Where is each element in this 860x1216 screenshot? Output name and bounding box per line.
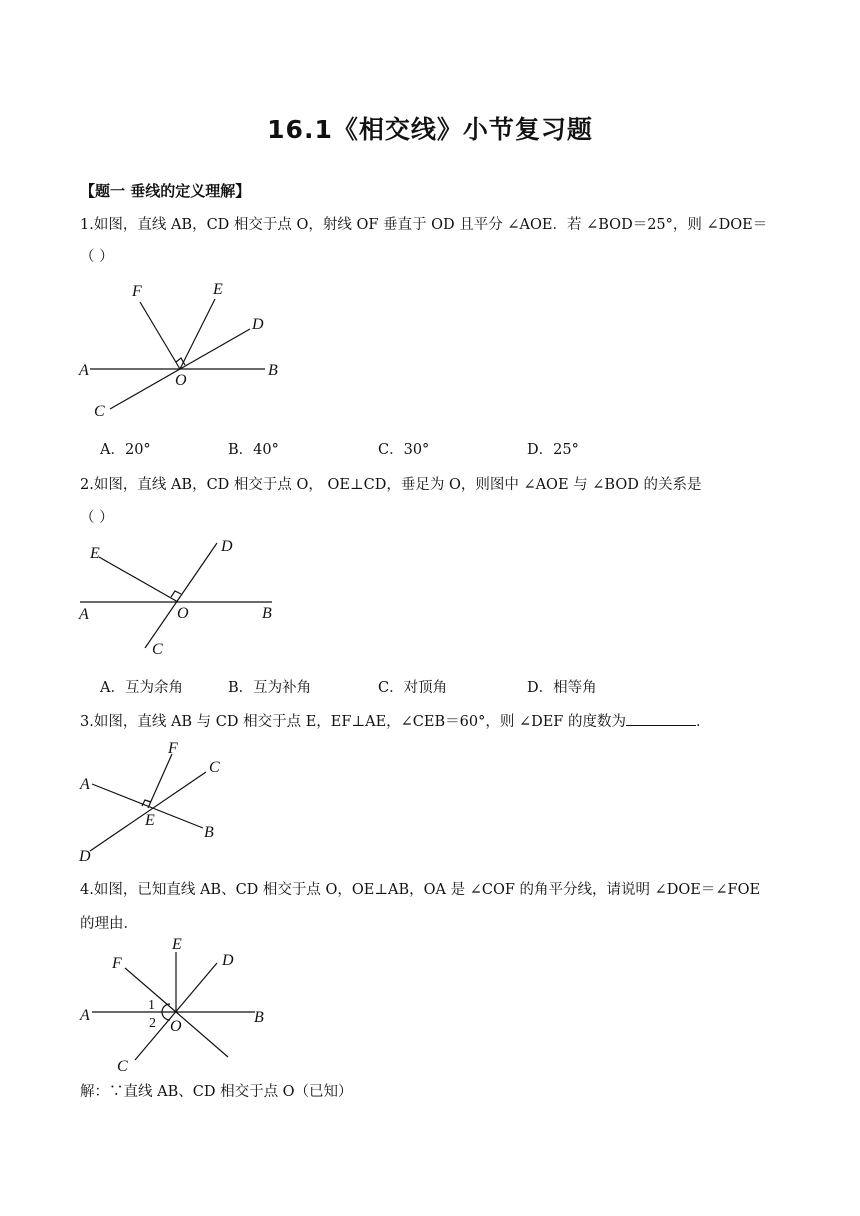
question-1-paren: （ ）: [80, 249, 114, 265]
label-o: O: [175, 372, 187, 389]
label-angle-1: 1: [148, 998, 155, 1013]
label-a: A: [79, 362, 89, 379]
question-3-stem-end: ．: [695, 714, 711, 730]
option-c[interactable]: C．30°: [378, 442, 430, 458]
label-f: F: [112, 955, 122, 972]
option-b[interactable]: B．互为补角: [228, 680, 312, 696]
option-b[interactable]: B．40°: [228, 442, 279, 458]
label-e: E: [90, 545, 100, 562]
question-4-stem-cont: 的理由．: [80, 916, 138, 932]
label-b: B: [204, 824, 214, 841]
label-d: D: [252, 316, 264, 333]
label-e: E: [213, 281, 223, 298]
question-2-stem: 2.如图，直线 AB，CD 相交于点 O， OE⊥CD，垂足为 O，则图中 ∠AOE 与 ∠BOD 的关系是: [80, 477, 702, 493]
label-c: C: [117, 1058, 128, 1075]
question-2-paren: （ ）: [80, 510, 114, 526]
section-heading: 【题一 垂线的定义理解】: [80, 182, 251, 200]
option-c[interactable]: C．对顶角: [378, 680, 448, 696]
label-b: B: [254, 1009, 264, 1026]
page-title: 16.1《相交线》小节复习题: [267, 115, 593, 144]
label-angle-2: 2: [149, 1016, 156, 1031]
question-1-stem: 1.如图，直线 AB，CD 相交于点 O，射线 OF 垂直于 OD 且平分 ∠AOE．若 ∠BOD＝25°，则 ∠DOE＝: [80, 217, 768, 233]
label-o: O: [177, 605, 189, 622]
option-d[interactable]: D．25°: [527, 442, 579, 458]
question-3-stem-text: 3.如图，直线 AB 与 CD 相交于点 E，EF⊥AE，∠CEB＝60°，则 ∠DEF 的度数为: [80, 714, 626, 730]
label-e: E: [172, 936, 182, 953]
label-o: O: [170, 1018, 182, 1035]
label-b: B: [262, 605, 272, 622]
option-a[interactable]: A．互为余角: [100, 680, 183, 696]
label-a: A: [79, 606, 89, 623]
label-c: C: [209, 759, 220, 776]
ray-ob: [176, 1012, 228, 1057]
label-d: D: [221, 538, 233, 555]
label-c: C: [152, 641, 163, 658]
label-a: A: [80, 776, 90, 793]
label-d: D: [79, 848, 91, 865]
option-d[interactable]: D．相等角: [527, 680, 597, 696]
label-c: C: [94, 403, 105, 420]
label-f: F: [168, 740, 178, 757]
solution-line: 解：∵直线 AB、CD 相交于点 O（已知）: [80, 1084, 353, 1100]
label-e: E: [145, 812, 155, 829]
question-4-stem: 4.如图，已知直线 AB、CD 相交于点 O，OE⊥AB，OA 是 ∠COF 的角平分线，请说明 ∠DOE＝∠FOE: [80, 882, 761, 898]
label-d: D: [222, 952, 234, 969]
option-a[interactable]: A．20°: [100, 442, 151, 458]
label-f: F: [132, 283, 142, 300]
label-a: A: [80, 1007, 90, 1024]
label-b: B: [268, 362, 278, 379]
